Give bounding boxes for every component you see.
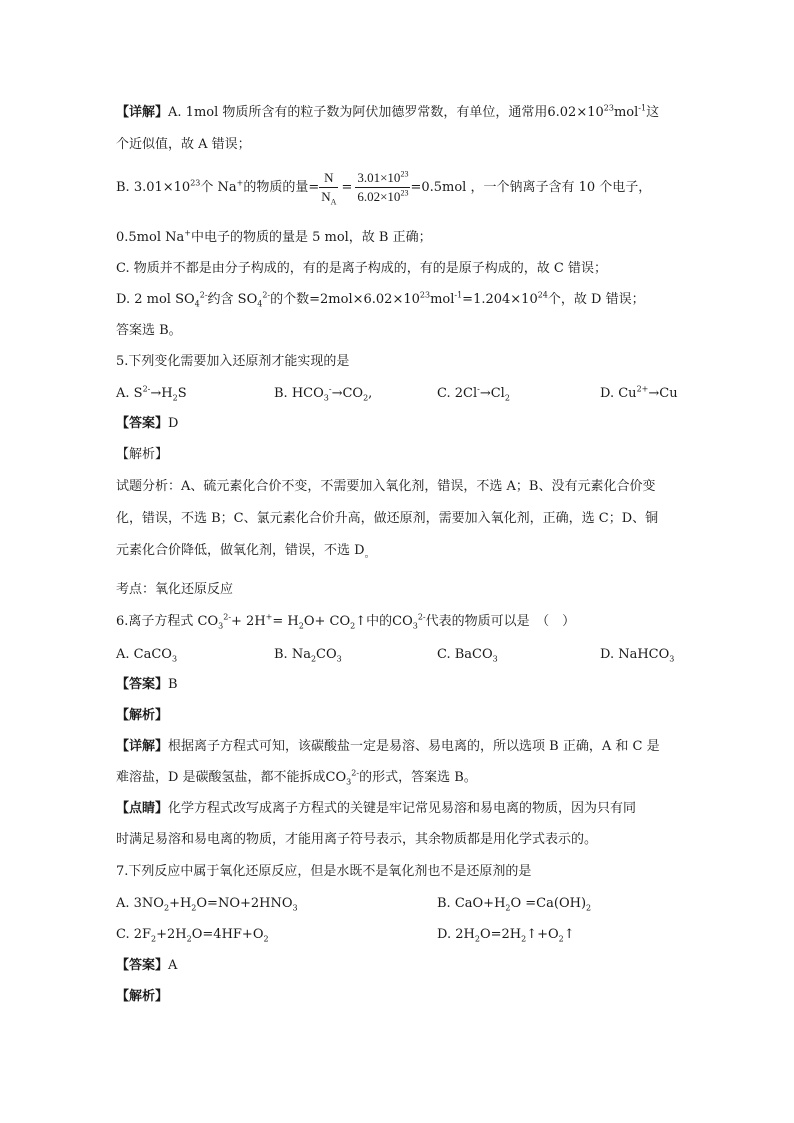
q4-explain-line-5: C. 物质并不都是由分子构成的，有的是离子构成的，有的是原子构成的，故 C 错误； bbox=[116, 261, 607, 276]
q7-answer: 【答案】A bbox=[116, 958, 178, 973]
q5-analysis-line-2: 化，错误，不选 B；C、氯元素化合价升高，做还原剂，需要加入氧化剂，正确，选 C；D、铜 bbox=[116, 511, 659, 526]
q7-option-a: A. $3NO_2+H_2O=NO+2HNO_3$ bbox=[116, 896, 298, 913]
fraction-value: $\frac{3.01\times 10^{23}}{6.02\times 10^{23}}$ bbox=[357, 169, 409, 204]
q6-detail-line-1: 【详解】根据离子方程式可知，该碳酸盐一定是易溶、易电离的，所以选项 B 正确，A 和 C 是 bbox=[116, 739, 660, 754]
q6-point-line-2: 时满足易溶和易电离的物质，才能用离子符号表示，其余物质都是用化学式表示的。 bbox=[116, 832, 598, 847]
q4-explain-line-1: 【详解】A. 1mol 物质所含有的粒子数为阿伏加德罗常数，有单位，通常用$6.02\times 10^{23}mol^{-1}$这 bbox=[116, 103, 660, 120]
q5-stem: 5.下列变化需要加入还原剂才能实现的是 bbox=[116, 354, 350, 369]
q5-option-a: A. $S^{2-}\to H_2S$ bbox=[116, 384, 187, 403]
q7-analysis-tag: 【解析】 bbox=[116, 989, 169, 1004]
q5-analysis-tag: 【解析】 bbox=[116, 447, 169, 462]
q4-answer: 答案选 B。 bbox=[116, 323, 182, 338]
q5-answer: 【答案】D bbox=[116, 416, 179, 431]
q6-detail-line-2: 难溶盐，D 是碳酸氢盐，都不能拆成$CO_3^{2-}$的形式，答案选 B。 bbox=[116, 768, 477, 787]
q6-point-line-1: 【点睛】化学方程式改写成离子方程式的关键是牢记常见易溶和易电离的物质，因为只有同 bbox=[116, 801, 637, 816]
q5-analysis-line-1: 试题分析：A、硫元素化合价不变，不需要加入氧化剂，错误，不选 A；B、没有元素化合价变 bbox=[116, 479, 656, 494]
q7-option-b: B. $CaO+H_2O =Ca(OH)_2$ bbox=[437, 896, 592, 913]
q6-option-b: B. $Na_2CO_3$ bbox=[274, 647, 342, 664]
q6-answer: 【答案】B bbox=[116, 677, 178, 692]
q4-explain-line-4: 0.5mol Na+中电子的物质的量是 5 mol，故 B 正确； bbox=[116, 228, 432, 245]
q4-explain-line-6: D. 2 mol $SO_4^{2-}$约含 $SO_4^{2-}$的个数$=2mol\times 6.02\times 10^{23}mol^{-1}=1.204\times 10^{24}$个，故 D 错误； bbox=[116, 290, 645, 309]
q7-stem: 7.下列反应中属于氧化还原反应，但是水既不是氧化剂也不是还原剂的是 bbox=[116, 864, 532, 879]
q6-option-a: A. CaCO$_3$ bbox=[116, 647, 178, 664]
q7-option-d: D. $2H_2O=2H_2↑+O_2↑$ bbox=[437, 927, 575, 944]
q5-option-d: D. $Cu^{2+}\to Cu$ bbox=[600, 384, 678, 401]
q7-option-c: C. $2F_2+2H_2O=4HF+O_2$ bbox=[116, 927, 269, 944]
q5-kaodian: 考点：氧化还原反应 bbox=[116, 582, 234, 597]
q5-option-b: B. $HCO_3^-\to CO_2$, bbox=[274, 384, 373, 403]
q4-explain-line-3: B. $3.01\times 10^{23}$个 Na+的物质的量= $\frac{N}{N_A}$ = $\frac{3.01\times 10^{23}}{6.02\times 10^{23}}$ =0.5mol ，一个钠离子含有 10 个电子， bbox=[116, 169, 652, 207]
q5-option-c: C. $2Cl^-\to Cl_2$ bbox=[437, 384, 510, 403]
q5-analysis-line-3: 元素化合价降低，做氧化剂，错误，不选 $D_。$ bbox=[116, 543, 375, 560]
fraction-n-over-na: $\frac{N}{N_A}$ bbox=[321, 170, 337, 207]
q6-option-d: D. NaHCO$_3$ bbox=[600, 647, 675, 664]
q4-explain-line-2: 个近似值，故 A 错误； bbox=[116, 137, 251, 152]
q6-analysis-tag: 【解析】 bbox=[116, 708, 169, 723]
q6-option-c: C. BaCO$_3$ bbox=[437, 647, 498, 664]
q6-stem: 6.离子方程式 $CO_3^{2-}+ 2H^+= H_2O+$ $CO_2↑$中的$CO_3^{2-}$代表的物质可以是 （ ） bbox=[116, 612, 576, 631]
